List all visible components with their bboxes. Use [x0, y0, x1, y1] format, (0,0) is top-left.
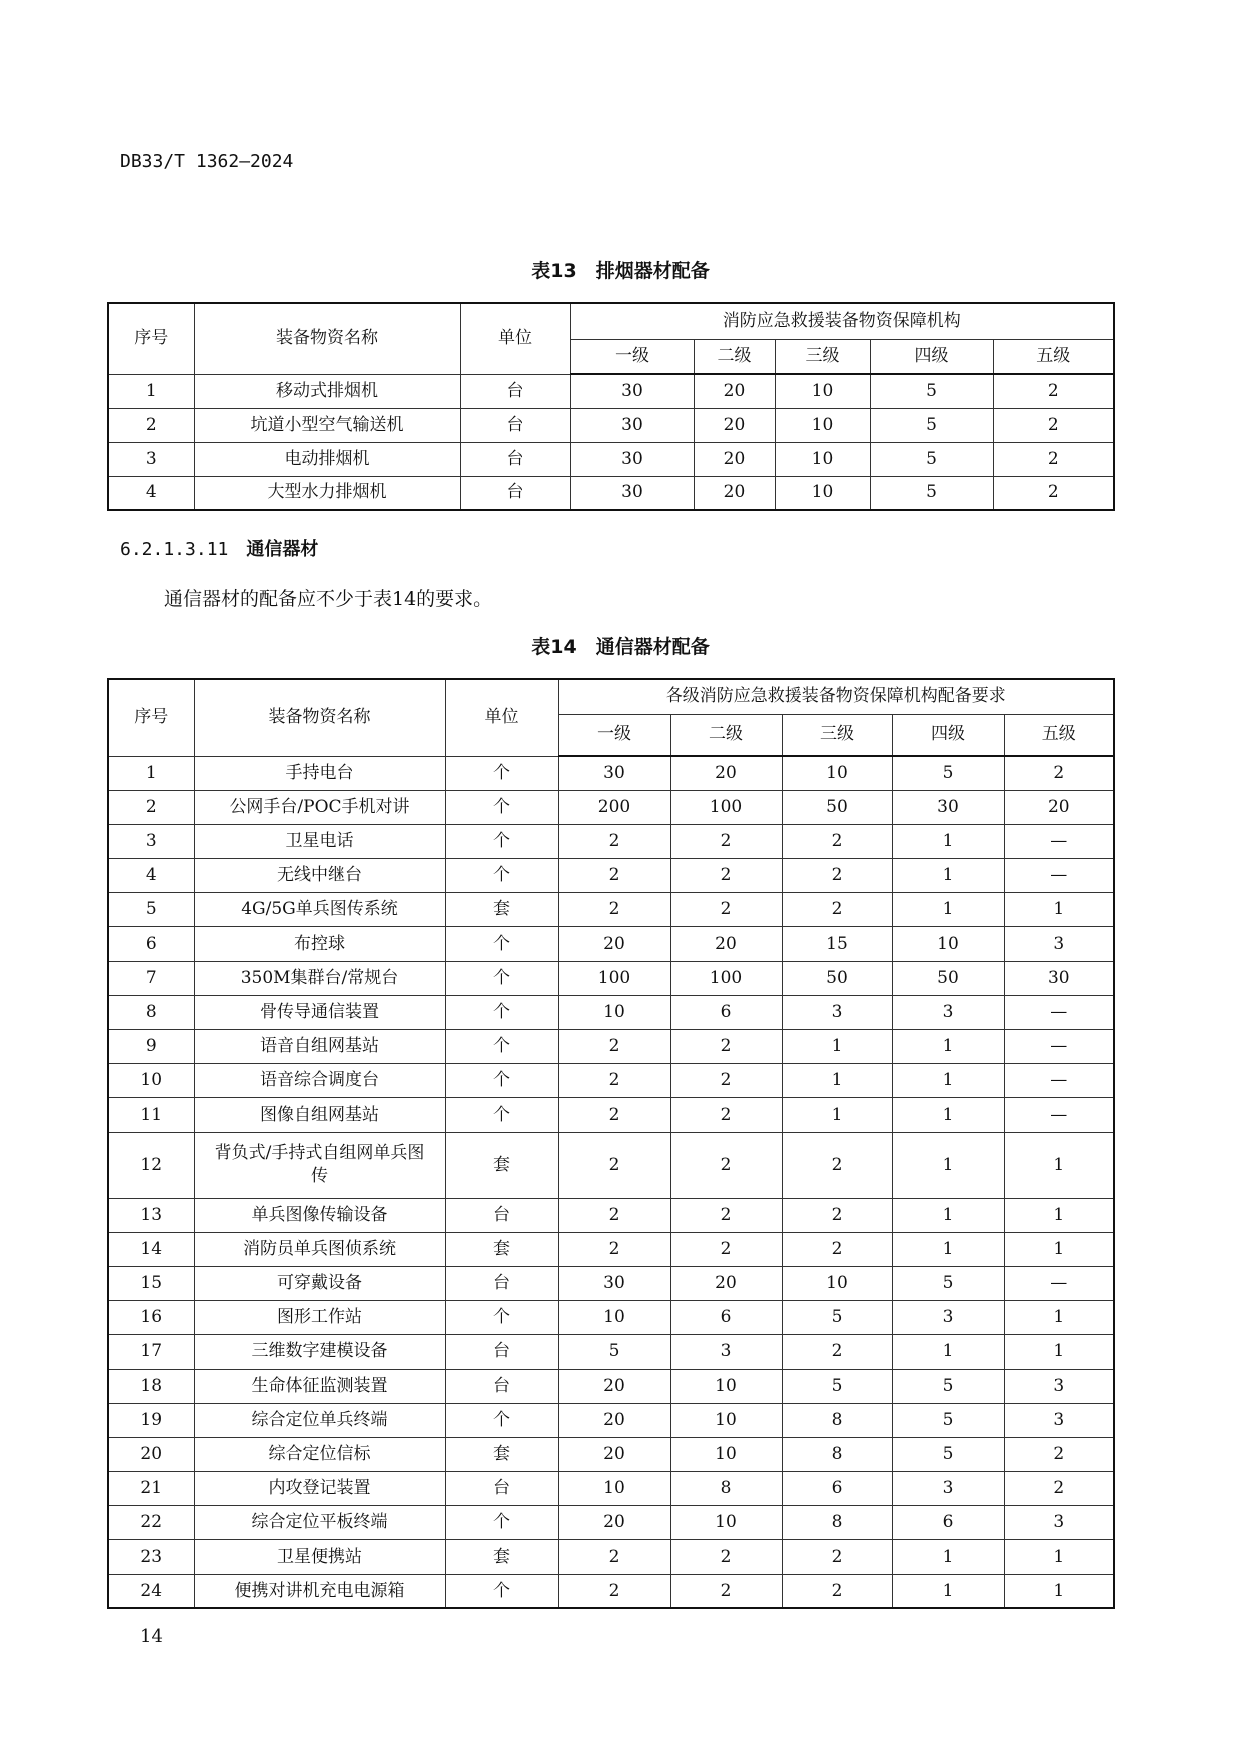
- cell-name: 综合定位单兵终端: [194, 1403, 445, 1437]
- cell-level-4: 5: [870, 442, 993, 476]
- cell-level-3: 10: [775, 374, 870, 408]
- table-row: [108, 756, 1114, 790]
- table-row: [108, 995, 1114, 1029]
- cell-level-1: 20: [558, 927, 670, 961]
- table-row: [108, 1335, 1114, 1369]
- cell-level-1: 2: [558, 1574, 670, 1608]
- cell-level-5: 3: [1004, 1369, 1114, 1403]
- cell-level-1: 2: [558, 1540, 670, 1574]
- cell-no: 4: [108, 476, 194, 510]
- cell-level-5: 1: [1004, 893, 1114, 927]
- section-number: 6.2.1.3.11: [120, 539, 229, 560]
- cell-level-3: 2: [782, 893, 892, 927]
- cell-level-3: 5: [782, 1369, 892, 1403]
- cell-level-4: 1: [892, 824, 1004, 858]
- cell-level-3: 5: [782, 1301, 892, 1335]
- header-level-3: 三级: [775, 339, 870, 374]
- cell-name: 可穿戴设备: [194, 1266, 445, 1300]
- cell-level-3: 10: [782, 1266, 892, 1300]
- cell-level-2: 8: [670, 1472, 782, 1506]
- cell-unit: 个: [445, 1064, 558, 1098]
- cell-level-3: 2: [782, 1540, 892, 1574]
- cell-unit: 套: [445, 893, 558, 927]
- table-row: [108, 927, 1114, 961]
- cell-level-2: 10: [670, 1506, 782, 1540]
- cell-level-5: 2: [1004, 1437, 1114, 1471]
- cell-level-2: 100: [670, 790, 782, 824]
- cell-level-5: 1: [1004, 1301, 1114, 1335]
- cell-level-5: —: [1004, 859, 1114, 893]
- cell-name: 无线中继台: [194, 859, 445, 893]
- cell-name: 卫星便携站: [194, 1540, 445, 1574]
- cell-no: 18: [108, 1369, 194, 1403]
- cell-level-2: 2: [670, 1198, 782, 1232]
- cell-level-5: —: [1004, 1098, 1114, 1132]
- cell-level-1: 2: [558, 893, 670, 927]
- cell-unit: 台: [445, 1369, 558, 1403]
- cell-level-2: 2: [670, 1064, 782, 1098]
- cell-level-5: —: [1004, 1030, 1114, 1064]
- cell-level-4: 10: [892, 927, 1004, 961]
- cell-level-4: 5: [892, 1403, 1004, 1437]
- header-level-3: 三级: [782, 714, 892, 756]
- table-row: [108, 1506, 1114, 1540]
- cell-unit: 个: [445, 756, 558, 790]
- cell-name: 综合定位信标: [194, 1437, 445, 1471]
- header-no: 序号: [108, 303, 194, 374]
- section-paragraph: 通信器材的配备应不少于表14的要求。: [164, 588, 493, 610]
- section-title: 通信器材: [246, 539, 319, 560]
- cell-level-3: 10: [775, 442, 870, 476]
- cell-unit: 个: [445, 927, 558, 961]
- cell-name: 350M集群台/常规台: [194, 961, 445, 995]
- cell-level-1: 10: [558, 1472, 670, 1506]
- table-row: [108, 476, 1114, 510]
- cell-no: 6: [108, 927, 194, 961]
- cell-name: 便携对讲机充电电源箱: [194, 1574, 445, 1608]
- cell-unit: 个: [445, 1403, 558, 1437]
- table-row: [108, 1064, 1114, 1098]
- document-code-header: DB33/T 1362—2024: [120, 151, 294, 172]
- cell-level-1: 2: [558, 1030, 670, 1064]
- cell-level-2: 2: [670, 1098, 782, 1132]
- cell-no: 7: [108, 961, 194, 995]
- cell-level-2: 2: [670, 859, 782, 893]
- cell-level-4: 1: [892, 859, 1004, 893]
- table-row: [108, 1369, 1114, 1403]
- cell-unit: 套: [445, 1132, 558, 1198]
- cell-level-2: 100: [670, 961, 782, 995]
- cell-no: 13: [108, 1198, 194, 1232]
- cell-level-1: 30: [558, 1266, 670, 1300]
- table-row: [108, 1098, 1114, 1132]
- cell-unit: 台: [445, 1472, 558, 1506]
- cell-level-1: 20: [558, 1437, 670, 1471]
- cell-unit: 个: [445, 1301, 558, 1335]
- cell-level-2: 2: [670, 824, 782, 858]
- cell-level-3: 10: [775, 476, 870, 510]
- table-row: [108, 1030, 1114, 1064]
- cell-name: 单兵图像传输设备: [194, 1198, 445, 1232]
- cell-unit: 台: [445, 1198, 558, 1232]
- cell-unit: 台: [460, 476, 570, 510]
- cell-level-1: 2: [558, 1198, 670, 1232]
- table-row: [108, 893, 1114, 927]
- cell-name: 坑道小型空气输送机: [194, 408, 460, 442]
- cell-name: 背负式/手持式自组网单兵图传: [194, 1132, 445, 1198]
- header-group: 各级消防应急救援装备物资保障机构配备要求: [558, 679, 1114, 714]
- cell-level-5: 2: [1004, 1472, 1114, 1506]
- cell-level-3: 8: [782, 1506, 892, 1540]
- cell-level-4: 1: [892, 1064, 1004, 1098]
- table-row: [108, 1574, 1114, 1608]
- cell-no: 5: [108, 893, 194, 927]
- cell-level-5: 2: [1004, 756, 1114, 790]
- cell-level-2: 10: [670, 1403, 782, 1437]
- cell-level-2: 20: [694, 408, 775, 442]
- cell-level-4: 1: [892, 1098, 1004, 1132]
- cell-level-4: 1: [892, 1132, 1004, 1198]
- cell-no: 14: [108, 1232, 194, 1266]
- cell-no: 2: [108, 408, 194, 442]
- cell-level-1: 30: [570, 374, 694, 408]
- cell-name: 骨传导通信装置: [194, 995, 445, 1029]
- cell-level-4: 5: [892, 1437, 1004, 1471]
- cell-unit: 个: [445, 1506, 558, 1540]
- cell-level-2: 2: [670, 1574, 782, 1608]
- cell-level-2: 10: [670, 1437, 782, 1471]
- cell-level-2: 20: [694, 476, 775, 510]
- cell-level-4: 1: [892, 1574, 1004, 1608]
- cell-level-1: 2: [558, 1132, 670, 1198]
- header-level-4: 四级: [870, 339, 993, 374]
- cell-level-2: 2: [670, 1232, 782, 1266]
- cell-level-2: 20: [694, 442, 775, 476]
- cell-level-2: 20: [670, 756, 782, 790]
- cell-name: 公网手台/POC手机对讲: [194, 790, 445, 824]
- table-13-title: 表13 排烟器材配备: [531, 260, 710, 282]
- cell-level-1: 20: [558, 1403, 670, 1437]
- cell-level-2: 2: [670, 1540, 782, 1574]
- cell-level-3: 1: [782, 1064, 892, 1098]
- cell-level-4: 5: [892, 756, 1004, 790]
- cell-no: 1: [108, 374, 194, 408]
- cell-unit: 台: [445, 1335, 558, 1369]
- cell-level-2: 3: [670, 1335, 782, 1369]
- cell-no: 10: [108, 1064, 194, 1098]
- cell-level-1: 5: [558, 1335, 670, 1369]
- cell-level-4: 5: [870, 374, 993, 408]
- cell-name: 电动排烟机: [194, 442, 460, 476]
- cell-level-2: 20: [694, 374, 775, 408]
- cell-no: 16: [108, 1301, 194, 1335]
- cell-level-3: 2: [782, 1574, 892, 1608]
- table-row: [108, 961, 1114, 995]
- cell-level-1: 200: [558, 790, 670, 824]
- cell-level-3: 15: [782, 927, 892, 961]
- header-level-4: 四级: [892, 714, 1004, 756]
- cell-level-1: 30: [570, 476, 694, 510]
- cell-level-1: 10: [558, 1301, 670, 1335]
- cell-level-1: 30: [558, 756, 670, 790]
- cell-level-4: 3: [892, 995, 1004, 1029]
- header-name: 装备物资名称: [194, 679, 445, 756]
- table-row: [108, 1266, 1114, 1300]
- cell-level-4: 1: [892, 1198, 1004, 1232]
- cell-level-3: 2: [782, 1198, 892, 1232]
- cell-level-3: 2: [782, 1335, 892, 1369]
- cell-name: 语音综合调度台: [194, 1064, 445, 1098]
- table-row: [108, 374, 1114, 408]
- cell-unit: 个: [445, 995, 558, 1029]
- cell-no: 17: [108, 1335, 194, 1369]
- cell-level-3: 10: [775, 408, 870, 442]
- header-name: 装备物资名称: [194, 303, 460, 374]
- header-level-5: 五级: [993, 339, 1114, 374]
- cell-level-4: 1: [892, 1540, 1004, 1574]
- cell-unit: 个: [445, 1574, 558, 1608]
- cell-unit: 台: [460, 374, 570, 408]
- cell-level-1: 2: [558, 1232, 670, 1266]
- cell-no: 3: [108, 442, 194, 476]
- cell-no: 4: [108, 859, 194, 893]
- cell-level-5: 2: [993, 408, 1114, 442]
- cell-level-5: —: [1004, 824, 1114, 858]
- cell-level-2: 20: [670, 927, 782, 961]
- cell-level-1: 30: [570, 408, 694, 442]
- cell-no: 11: [108, 1098, 194, 1132]
- cell-name: 大型水力排烟机: [194, 476, 460, 510]
- cell-level-5: 1: [1004, 1232, 1114, 1266]
- cell-level-4: 30: [892, 790, 1004, 824]
- cell-unit: 台: [445, 1266, 558, 1300]
- cell-level-5: 1: [1004, 1574, 1114, 1608]
- table-row: [108, 1301, 1114, 1335]
- cell-level-4: 3: [892, 1301, 1004, 1335]
- cell-name: 图形工作站: [194, 1301, 445, 1335]
- cell-level-3: 1: [782, 1030, 892, 1064]
- cell-level-5: —: [1004, 1266, 1114, 1300]
- cell-level-4: 50: [892, 961, 1004, 995]
- header-level-2: 二级: [670, 714, 782, 756]
- cell-level-5: 2: [993, 476, 1114, 510]
- cell-level-1: 10: [558, 995, 670, 1029]
- header-unit: 单位: [460, 303, 570, 374]
- cell-no: 19: [108, 1403, 194, 1437]
- cell-level-3: 2: [782, 859, 892, 893]
- cell-level-2: 6: [670, 1301, 782, 1335]
- cell-level-4: 5: [870, 476, 993, 510]
- cell-unit: 台: [460, 408, 570, 442]
- section-heading: [120, 535, 318, 561]
- cell-no: 20: [108, 1437, 194, 1471]
- cell-level-5: 2: [993, 374, 1114, 408]
- cell-level-3: 50: [782, 790, 892, 824]
- cell-level-4: 1: [892, 1232, 1004, 1266]
- cell-unit: 个: [445, 824, 558, 858]
- cell-level-3: 6: [782, 1472, 892, 1506]
- cell-level-4: 5: [892, 1266, 1004, 1300]
- cell-unit: 个: [445, 790, 558, 824]
- cell-level-1: 100: [558, 961, 670, 995]
- cell-level-4: 3: [892, 1472, 1004, 1506]
- header-level-2: 二级: [694, 339, 775, 374]
- cell-unit: 个: [445, 1098, 558, 1132]
- cell-level-1: 2: [558, 859, 670, 893]
- page-number: 14: [140, 1626, 163, 1647]
- cell-level-1: 30: [570, 442, 694, 476]
- cell-name: 卫星电话: [194, 824, 445, 858]
- cell-unit: 个: [445, 961, 558, 995]
- cell-no: 1: [108, 756, 194, 790]
- cell-name: 生命体征监测装置: [194, 1369, 445, 1403]
- table-row: [108, 1132, 1114, 1198]
- cell-name: 手持电台: [194, 756, 445, 790]
- table-row: [108, 859, 1114, 893]
- table-13-smoke-exhaust-equipment: [107, 302, 1115, 511]
- cell-level-4: 1: [892, 1335, 1004, 1369]
- cell-unit: 套: [445, 1437, 558, 1471]
- table-row: [108, 1437, 1114, 1471]
- cell-no: 21: [108, 1472, 194, 1506]
- cell-name: 内攻登记装置: [194, 1472, 445, 1506]
- cell-level-5: 3: [1004, 927, 1114, 961]
- cell-name: 布控球: [194, 927, 445, 961]
- cell-level-5: 3: [1004, 1403, 1114, 1437]
- cell-level-5: 1: [1004, 1132, 1114, 1198]
- cell-no: 23: [108, 1540, 194, 1574]
- cell-unit: 台: [460, 442, 570, 476]
- table-row: [108, 1232, 1114, 1266]
- header-no: 序号: [108, 679, 194, 756]
- cell-level-5: —: [1004, 995, 1114, 1029]
- cell-unit: 套: [445, 1540, 558, 1574]
- table-14-title: 表14 通信器材配备: [531, 636, 710, 658]
- table-row: [108, 790, 1114, 824]
- cell-level-2: 2: [670, 1030, 782, 1064]
- cell-level-1: 2: [558, 824, 670, 858]
- cell-level-5: —: [1004, 1064, 1114, 1098]
- cell-level-3: 2: [782, 824, 892, 858]
- cell-no: 9: [108, 1030, 194, 1064]
- cell-no: 15: [108, 1266, 194, 1300]
- cell-name: 消防员单兵图侦系统: [194, 1232, 445, 1266]
- cell-level-3: 8: [782, 1403, 892, 1437]
- cell-name: 4G/5G单兵图传系统: [194, 893, 445, 927]
- header-level-1: 一级: [558, 714, 670, 756]
- cell-no: 24: [108, 1574, 194, 1608]
- table-row: [108, 1198, 1114, 1232]
- cell-no: 22: [108, 1506, 194, 1540]
- table-row: [108, 408, 1114, 442]
- table-row: [108, 1540, 1114, 1574]
- cell-name: 三维数字建模设备: [194, 1335, 445, 1369]
- cell-level-5: 1: [1004, 1335, 1114, 1369]
- cell-no: 3: [108, 824, 194, 858]
- cell-level-1: 20: [558, 1506, 670, 1540]
- table-row: [108, 1403, 1114, 1437]
- table-row: [108, 824, 1114, 858]
- cell-level-1: 20: [558, 1369, 670, 1403]
- cell-level-4: 1: [892, 893, 1004, 927]
- cell-name: 图像自组网基站: [194, 1098, 445, 1132]
- cell-level-4: 1: [892, 1030, 1004, 1064]
- cell-level-3: 2: [782, 1132, 892, 1198]
- cell-name: 语音自组网基站: [194, 1030, 445, 1064]
- cell-level-5: 1: [1004, 1540, 1114, 1574]
- table-row: [108, 442, 1114, 476]
- cell-level-3: 50: [782, 961, 892, 995]
- header-unit: 单位: [445, 679, 558, 756]
- cell-level-2: 10: [670, 1369, 782, 1403]
- cell-level-4: 6: [892, 1506, 1004, 1540]
- cell-level-3: 1: [782, 1098, 892, 1132]
- cell-level-1: 2: [558, 1098, 670, 1132]
- cell-level-5: 3: [1004, 1506, 1114, 1540]
- cell-unit: 个: [445, 859, 558, 893]
- cell-name: 综合定位平板终端: [194, 1506, 445, 1540]
- cell-level-3: 10: [782, 756, 892, 790]
- cell-no: 2: [108, 790, 194, 824]
- header-level-5: 五级: [1004, 714, 1114, 756]
- header-group: 消防应急救援装备物资保障机构: [570, 303, 1114, 339]
- cell-level-5: 30: [1004, 961, 1114, 995]
- cell-level-4: 5: [870, 408, 993, 442]
- cell-level-2: 6: [670, 995, 782, 1029]
- cell-level-2: 2: [670, 1132, 782, 1198]
- table-14-communication-equipment: [107, 678, 1115, 1609]
- cell-level-3: 3: [782, 995, 892, 1029]
- cell-level-5: 20: [1004, 790, 1114, 824]
- cell-level-2: 2: [670, 893, 782, 927]
- cell-level-5: 2: [993, 442, 1114, 476]
- cell-no: 12: [108, 1132, 194, 1198]
- table-row: [108, 1472, 1114, 1506]
- cell-no: 8: [108, 995, 194, 1029]
- cell-level-2: 20: [670, 1266, 782, 1300]
- cell-level-3: 2: [782, 1232, 892, 1266]
- cell-unit: 个: [445, 1030, 558, 1064]
- cell-unit: 套: [445, 1232, 558, 1266]
- cell-level-5: 1: [1004, 1198, 1114, 1232]
- header-level-1: 一级: [570, 339, 694, 374]
- cell-name: 移动式排烟机: [194, 374, 460, 408]
- cell-level-3: 8: [782, 1437, 892, 1471]
- cell-level-1: 2: [558, 1064, 670, 1098]
- cell-level-4: 5: [892, 1369, 1004, 1403]
